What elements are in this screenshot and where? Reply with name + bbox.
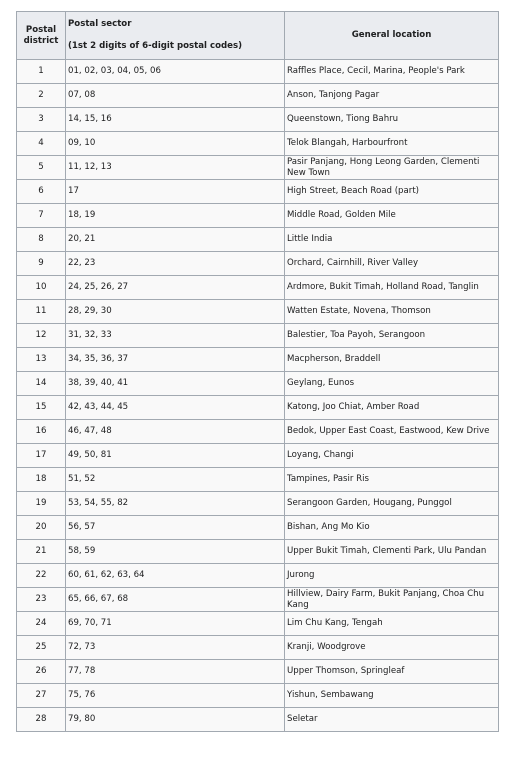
cell-general-location: Seletar: [285, 708, 499, 732]
table-row: [17, 636, 499, 660]
table-row: [17, 300, 499, 324]
cell-postal-district: 1: [17, 60, 66, 84]
cell-postal-district: 7: [17, 204, 66, 228]
cell-postal-sector: 46, 47, 48: [66, 420, 285, 444]
cell-postal-sector: 20, 21: [66, 228, 285, 252]
table-row: [17, 492, 499, 516]
cell-postal-district: 6: [17, 180, 66, 204]
header-postal-sector-title: Postal sector: [68, 19, 132, 29]
cell-postal-district: 4: [17, 132, 66, 156]
cell-postal-district: 2: [17, 84, 66, 108]
cell-postal-district: 20: [17, 516, 66, 540]
table-row: [17, 132, 499, 156]
cell-postal-district: 16: [17, 420, 66, 444]
table-row: [17, 684, 499, 708]
header-postal-sector-note: (1st 2 digits of 6-digit postal codes): [68, 41, 243, 51]
cell-postal-district: 13: [17, 348, 66, 372]
cell-postal-district: 3: [17, 108, 66, 132]
cell-general-location: Upper Thomson, Springleaf: [285, 660, 499, 684]
cell-postal-district: 19: [17, 492, 66, 516]
table-row: [17, 108, 499, 132]
cell-general-location: Serangoon Garden, Hougang, Punggol: [285, 492, 499, 516]
cell-general-location: High Street, Beach Road (part): [285, 180, 499, 204]
table-row: [17, 228, 499, 252]
table-row: [17, 156, 499, 180]
table-row: [17, 324, 499, 348]
postal-districts-table: [16, 11, 499, 732]
table-row: [17, 348, 499, 372]
cell-postal-district: 23: [17, 588, 66, 612]
cell-general-location: Katong, Joo Chiat, Amber Road: [285, 396, 499, 420]
cell-postal-sector: 11, 12, 13: [66, 156, 285, 180]
cell-general-location: Geylang, Eunos: [285, 372, 499, 396]
cell-postal-sector: 72, 73: [66, 636, 285, 660]
table-row: [17, 588, 499, 612]
table-row: [17, 180, 499, 204]
cell-postal-sector: 14, 15, 16: [66, 108, 285, 132]
cell-postal-district: 12: [17, 324, 66, 348]
table-row: [17, 84, 499, 108]
header-general-location[interactable]: General location: [285, 12, 499, 60]
cell-general-location: Hillview, Dairy Farm, Bukit Panjang, Choa Chu Kang: [285, 588, 499, 612]
table-row: [17, 708, 499, 732]
cell-general-location: Anson, Tanjong Pagar: [285, 84, 499, 108]
table-row: [17, 660, 499, 684]
cell-postal-sector: 09, 10: [66, 132, 285, 156]
cell-postal-district: 17: [17, 444, 66, 468]
cell-postal-sector: 22, 23: [66, 252, 285, 276]
cell-postal-district: 26: [17, 660, 66, 684]
cell-postal-sector: 01, 02, 03, 04, 05, 06: [66, 60, 285, 84]
table-row: [17, 60, 499, 84]
table-row: [17, 444, 499, 468]
cell-postal-sector: 17: [66, 180, 285, 204]
header-postal-sector[interactable]: [66, 12, 285, 60]
cell-postal-sector: 07, 08: [66, 84, 285, 108]
cell-postal-sector: 58, 59: [66, 540, 285, 564]
cell-postal-district: 21: [17, 540, 66, 564]
cell-general-location: Tampines, Pasir Ris: [285, 468, 499, 492]
cell-postal-district: 24: [17, 612, 66, 636]
cell-general-location: Lim Chu Kang, Tengah: [285, 612, 499, 636]
cell-postal-district: 14: [17, 372, 66, 396]
cell-general-location: Pasir Panjang, Hong Leong Garden, Clementi New Town: [285, 156, 499, 180]
table-row: [17, 612, 499, 636]
header-postal-district[interactable]: Postal district: [17, 12, 66, 60]
table-row: [17, 468, 499, 492]
table-row: [17, 420, 499, 444]
cell-postal-district: 18: [17, 468, 66, 492]
cell-postal-district: 25: [17, 636, 66, 660]
cell-general-location: Watten Estate, Novena, Thomson: [285, 300, 499, 324]
cell-postal-sector: 75, 76: [66, 684, 285, 708]
cell-general-location: Little India: [285, 228, 499, 252]
cell-postal-sector: 38, 39, 40, 41: [66, 372, 285, 396]
table-row: [17, 204, 499, 228]
table-row: [17, 252, 499, 276]
cell-postal-sector: 24, 25, 26, 27: [66, 276, 285, 300]
cell-postal-district: 11: [17, 300, 66, 324]
cell-general-location: Telok Blangah, Harbourfront: [285, 132, 499, 156]
cell-postal-sector: 79, 80: [66, 708, 285, 732]
cell-general-location: Upper Bukit Timah, Clementi Park, Ulu Pandan: [285, 540, 499, 564]
cell-postal-sector: 56, 57: [66, 516, 285, 540]
cell-postal-sector: 49, 50, 81: [66, 444, 285, 468]
cell-general-location: Raffles Place, Cecil, Marina, People's Park: [285, 60, 499, 84]
cell-general-location: Loyang, Changi: [285, 444, 499, 468]
cell-general-location: Ardmore, Bukit Timah, Holland Road, Tanglin: [285, 276, 499, 300]
cell-general-location: Bedok, Upper East Coast, Eastwood, Kew Drive: [285, 420, 499, 444]
header-row: [17, 12, 499, 60]
cell-postal-district: 22: [17, 564, 66, 588]
cell-postal-district: 9: [17, 252, 66, 276]
table-row: [17, 396, 499, 420]
table-row: [17, 276, 499, 300]
cell-general-location: Bishan, Ang Mo Kio: [285, 516, 499, 540]
cell-general-location: Macpherson, Braddell: [285, 348, 499, 372]
cell-postal-district: 27: [17, 684, 66, 708]
cell-postal-sector: 69, 70, 71: [66, 612, 285, 636]
cell-postal-sector: 18, 19: [66, 204, 285, 228]
cell-postal-sector: 65, 66, 67, 68: [66, 588, 285, 612]
cell-postal-sector: 77, 78: [66, 660, 285, 684]
cell-general-location: Jurong: [285, 564, 499, 588]
cell-postal-district: 15: [17, 396, 66, 420]
table-row: [17, 372, 499, 396]
cell-general-location: Orchard, Cairnhill, River Valley: [285, 252, 499, 276]
cell-postal-sector: 31, 32, 33: [66, 324, 285, 348]
cell-postal-sector: 28, 29, 30: [66, 300, 285, 324]
table-row: [17, 564, 499, 588]
table-row: [17, 516, 499, 540]
cell-general-location: Middle Road, Golden Mile: [285, 204, 499, 228]
table-row: [17, 540, 499, 564]
cell-postal-district: 5: [17, 156, 66, 180]
cell-postal-sector: 53, 54, 55, 82: [66, 492, 285, 516]
cell-general-location: Yishun, Sembawang: [285, 684, 499, 708]
cell-postal-sector: 60, 61, 62, 63, 64: [66, 564, 285, 588]
cell-postal-district: 28: [17, 708, 66, 732]
cell-general-location: Kranji, Woodgrove: [285, 636, 499, 660]
cell-general-location: Balestier, Toa Payoh, Serangoon: [285, 324, 499, 348]
cell-general-location: Queenstown, Tiong Bahru: [285, 108, 499, 132]
cell-postal-district: 10: [17, 276, 66, 300]
cell-postal-district: 8: [17, 228, 66, 252]
table-body: [17, 60, 499, 732]
cell-postal-sector: 34, 35, 36, 37: [66, 348, 285, 372]
cell-postal-sector: 51, 52: [66, 468, 285, 492]
cell-postal-sector: 42, 43, 44, 45: [66, 396, 285, 420]
